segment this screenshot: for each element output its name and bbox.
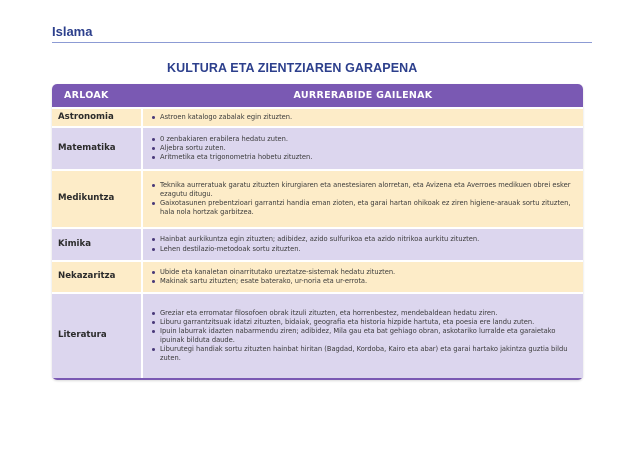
list-item: Hainbat aurkikuntza egin zituzten; adibidez, azido sulfurikoa eta azido nitrikoa aurkitu zituzten. bbox=[149, 235, 577, 244]
area-medikuntza: Medikuntza bbox=[52, 169, 143, 227]
list-item: Greziar eta erromatar filosofoen obrak itzuli zituzten, eta horrenbestez, mendebaldean hedatu ziren. bbox=[149, 309, 577, 318]
table-row bbox=[52, 107, 583, 126]
progress-cell bbox=[143, 292, 583, 378]
progress-cell bbox=[143, 126, 583, 169]
area-astronomia: Astronomia bbox=[52, 107, 143, 126]
list-item: Liburutegi handiak sortu zituzten hainbat hiritan (Bagdad, Kordoba, Kairo eta abar) eta garai hartako jakintza guztia bildu zuten. bbox=[149, 345, 577, 363]
column-header-areas: ARLOAK bbox=[64, 90, 109, 101]
list-item: Gaixotasunen prebentzioari garrantzi handia eman zioten, eta garai hartan ohikoak ez ziren higiene-arauak sortu zituzten, hala nola hortzak garbitzea. bbox=[149, 199, 577, 217]
table-row bbox=[52, 126, 583, 169]
table-row bbox=[52, 169, 583, 227]
progress-cell bbox=[143, 107, 583, 126]
area-literatura: Literatura bbox=[52, 292, 143, 378]
area-matematika: Matematika bbox=[52, 126, 143, 169]
list-item: Ipuin laburrak idazten nabarmendu ziren; adibidez, Mila gau eta bat gehiago obran, askotariko lurralde eta garaietako ipuinak bilduta daude. bbox=[149, 327, 577, 345]
table-row bbox=[52, 227, 583, 260]
page-header-title: Islama bbox=[52, 24, 93, 39]
list-item: Astroen katalogo zabalak egin zituzten. bbox=[149, 113, 577, 122]
list-item: Aljebra sortu zuten. bbox=[149, 144, 577, 153]
progress-table bbox=[52, 84, 583, 378]
progress-cell bbox=[143, 169, 583, 227]
progress-table-frame bbox=[52, 84, 583, 380]
header-divider bbox=[52, 42, 592, 43]
table-header-row bbox=[52, 84, 583, 107]
list-item: Teknika aurreratuak garatu zituzten kirurgiaren eta anestesiaren alorretan, eta Avizena eta Averroes medikuen obrei esker ezagutu ditugu. bbox=[149, 181, 577, 199]
area-nekazaritza: Nekazaritza bbox=[52, 260, 143, 292]
list-item: Ubide eta kanaletan oinarritutako ureztatze-sistemak hedatu zituzten. bbox=[149, 268, 577, 277]
list-item: Makinak sartu zituzten; esate baterako, ur-noria eta ur-errota. bbox=[149, 277, 577, 286]
list-item: Lehen destilazio-metodoak sortu zituzten. bbox=[149, 245, 577, 254]
list-item: Aritmetika eta trigonometria hobetu zituzten. bbox=[149, 153, 577, 162]
table-row bbox=[52, 292, 583, 378]
list-item: 0 zenbakiaren erabilera hedatu zuten. bbox=[149, 135, 577, 144]
progress-cell bbox=[143, 260, 583, 292]
progress-cell bbox=[143, 227, 583, 260]
table-row bbox=[52, 260, 583, 292]
column-header-progress: AURRERABIDE GAILENAK bbox=[293, 90, 433, 101]
list-item: Liburu garrantzitsuak idatzi zituzten, bidaiak, geografia eta historia hizpide hartuta, eta poesia ere landu zuten. bbox=[149, 318, 577, 327]
document-title: KULTURA ETA ZIENTZIAREN GARAPENA bbox=[167, 61, 418, 75]
area-kimika: Kimika bbox=[52, 227, 143, 260]
